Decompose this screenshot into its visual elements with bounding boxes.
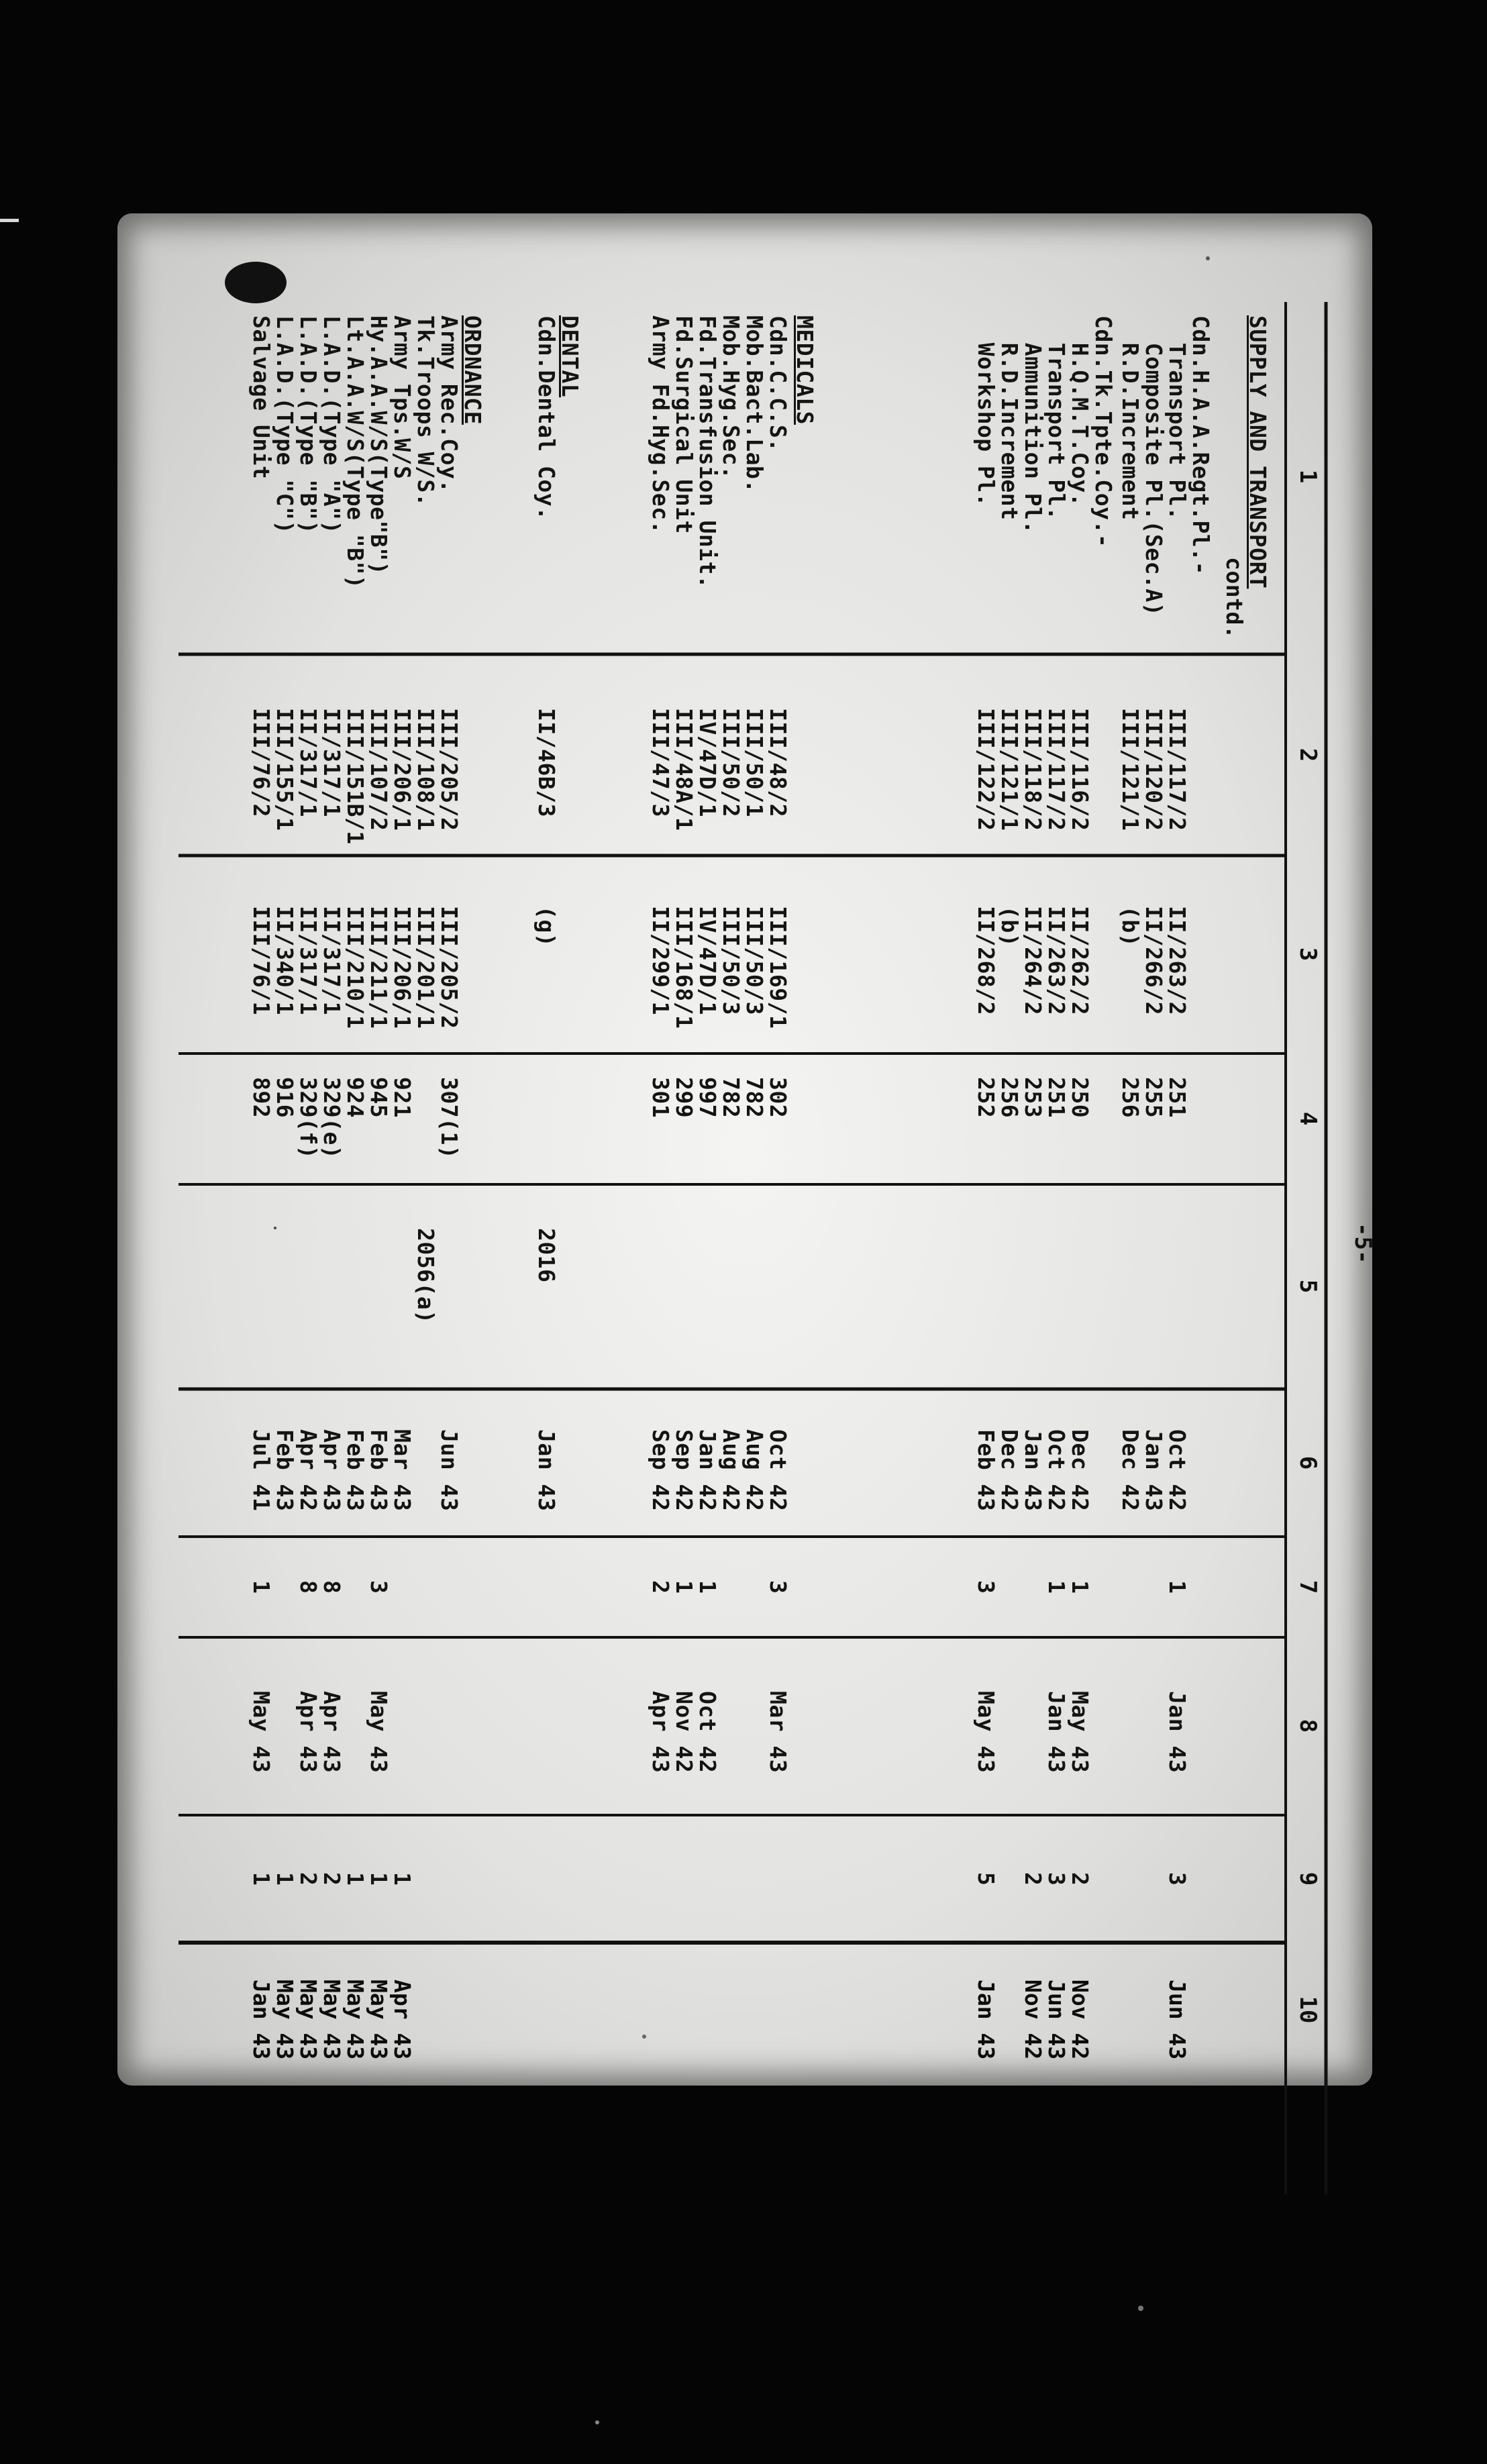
col-3-cell: (b): [996, 906, 1023, 947]
col-header-10: 10: [1294, 1996, 1321, 2024]
col-6-cell: Jul 41: [248, 1429, 274, 1512]
col-header-5: 5: [1294, 1279, 1321, 1294]
col-3-cell: II/317/1: [295, 906, 321, 1015]
unit-name-cell: Ammunition Pl.: [1020, 315, 1046, 534]
col-8-cell: May 43: [1067, 1691, 1093, 1774]
col-3-cell: III/50/3: [741, 906, 768, 1015]
col-2-cell: III/121/1: [1117, 708, 1143, 831]
col-4-cell: 256: [996, 1077, 1023, 1119]
col-10-cell: May 43: [366, 1980, 392, 2060]
col-2-cell: II/46B/3: [533, 708, 560, 817]
col-3-cell: (g): [533, 906, 560, 947]
col-2-cell: III/118/2: [1020, 708, 1046, 831]
col-10-cell: Nov 42: [1067, 1980, 1093, 2060]
unit-name-cell: Transport Pl.: [1043, 315, 1070, 521]
col-4-cell: 916: [272, 1077, 298, 1119]
col-2-cell: III/205/2: [436, 708, 462, 831]
page-number: -5-: [1349, 1223, 1376, 1264]
col-7-cell: 1: [695, 1580, 721, 1594]
col-4-cell: 329(f): [295, 1077, 321, 1160]
col-3-cell: II/263/2: [1043, 906, 1070, 1015]
unit-name-cell: Mob.Hyg.Sec.: [718, 315, 744, 480]
col-6-cell: Jan 43: [1020, 1429, 1046, 1512]
col-header-8: 8: [1294, 1718, 1321, 1733]
col-3-cell: II/340/1: [272, 906, 298, 1015]
col-9-cell: 1: [342, 1872, 368, 1886]
col-4-cell: 302: [765, 1077, 791, 1119]
col-8-cell: Apr 43: [319, 1691, 345, 1774]
col-4-cell: 251: [1043, 1077, 1070, 1119]
col-4-cell: 299: [671, 1077, 697, 1119]
col-4-cell: 329(e): [319, 1077, 345, 1160]
col-7-cell: 3: [366, 1580, 392, 1594]
col-8-cell: May 43: [973, 1691, 999, 1774]
col-2-cell: III/107/2: [366, 708, 392, 831]
col-8-cell: Mar 43: [765, 1691, 791, 1774]
col-3-cell: III/205/2: [436, 906, 462, 1029]
col-6-cell: Dec 42: [1067, 1429, 1093, 1512]
col-3-cell: II/266/2: [1141, 906, 1167, 1015]
col-6-cell: Feb 43: [342, 1429, 368, 1512]
col-8-cell: Nov 42: [671, 1691, 697, 1774]
col-3-cell: II/299/1: [648, 906, 674, 1015]
col-3-cell: (b): [1117, 906, 1143, 947]
col-6-cell: Aug 42: [741, 1429, 768, 1512]
col-6-cell: Jun 43: [436, 1429, 462, 1512]
col-6-cell: Oct 42: [1164, 1429, 1190, 1512]
col-4-cell: 945: [366, 1077, 392, 1119]
col-header-6: 6: [1294, 1455, 1321, 1470]
col-header-3: 3: [1294, 947, 1321, 962]
col-3-cell: II/264/2: [1020, 906, 1046, 1015]
col-10-cell: Jun 43: [1043, 1980, 1070, 2060]
unit-name-cell: Hy.A.A.W/S(Type"B"): [366, 315, 392, 575]
unit-name-cell: Army Fd.Hyg.Sec.: [648, 315, 674, 534]
col-9-cell: 3: [1164, 1872, 1190, 1886]
col-6-cell: Dec 42: [1117, 1429, 1143, 1512]
col-4-cell: 253: [1020, 1077, 1046, 1119]
col-7-cell: 2: [648, 1580, 674, 1594]
col-9-cell: 2: [319, 1872, 345, 1886]
unit-name-cell: Composite Pl.(Sec.A): [1141, 315, 1167, 617]
col-10-cell: Apr 43: [389, 1980, 415, 2060]
section-heading-medicals: MEDICALS: [792, 315, 818, 425]
section-heading-ordnance: ORDNANCE: [460, 315, 486, 425]
unit-name-cell: Cdn.H.A.A.Regt.Pl.-: [1188, 315, 1214, 575]
col-7-cell: 8: [295, 1580, 321, 1594]
col-4-cell: 307(1): [436, 1077, 462, 1160]
col-2-cell: III/117/2: [1164, 708, 1190, 831]
col-5-cell: 2056(a): [413, 1228, 439, 1324]
col-6-cell: Feb 43: [366, 1429, 392, 1512]
col-4-cell: 782: [741, 1077, 768, 1119]
col-3-cell: III/168/1: [671, 906, 697, 1029]
col-7-cell: 3: [765, 1580, 791, 1594]
col-3-cell: III/210/1: [342, 906, 368, 1029]
col-4-cell: 251: [1164, 1077, 1190, 1119]
col-8-cell: Apr 43: [295, 1691, 321, 1774]
unit-name-cell: Cdn.C.C.S.: [765, 315, 791, 452]
col-7-cell: 1: [1067, 1580, 1093, 1594]
col-2-cell: III/48A/1: [671, 708, 697, 831]
speck: [1206, 256, 1210, 260]
unit-name-cell: Salvage Unit: [248, 315, 274, 480]
col-9-cell: 3: [1043, 1872, 1070, 1886]
unit-name-cell: L.A.D.(Type "B"): [295, 315, 321, 534]
col-10-cell: May 43: [342, 1980, 368, 2060]
unit-name-cell: H.Q.M.T.Coy.: [1067, 315, 1093, 507]
col-header-2: 2: [1294, 748, 1321, 762]
col-3-cell: III/76/1: [248, 906, 274, 1015]
unit-name-cell: L.A.D.(Type "C"): [272, 315, 298, 534]
col-4-cell: 921: [389, 1077, 415, 1119]
section-heading-contd: contd.: [1221, 557, 1247, 639]
col-7-cell: 1: [1043, 1580, 1070, 1594]
col-2-cell: III/121/1: [996, 708, 1023, 831]
unit-name-cell: Fd.Surgical Unit: [671, 315, 697, 534]
col-7-cell: 1: [671, 1580, 697, 1594]
col-6-cell: Sep 42: [648, 1429, 674, 1512]
col-header-4: 4: [1294, 1111, 1321, 1126]
col-2-cell: III/47/3: [648, 708, 674, 817]
col-header-7: 7: [1294, 1580, 1321, 1594]
col-2-cell: III/76/2: [248, 708, 274, 817]
unit-name-cell: L.A.D.(Type "A"): [319, 315, 345, 534]
col-6-cell: Feb 43: [973, 1429, 999, 1512]
col-9-cell: 1: [248, 1872, 274, 1886]
col-7-cell: 3: [973, 1580, 999, 1594]
col-4-cell: 301: [648, 1077, 674, 1119]
col-3-cell: III/211/1: [366, 906, 392, 1029]
unit-name-cell: Lt.A.A.W/S(Type "B"): [342, 315, 368, 589]
col-2-cell: III/117/2: [1043, 708, 1070, 831]
unit-name-cell: Workshop Pl.: [973, 315, 999, 507]
col-10-cell: Nov 42: [1020, 1980, 1046, 2060]
speck: [595, 2420, 599, 2424]
unit-name-cell: Tk.Troops W/S.: [413, 315, 439, 507]
section-heading-dental: DENTAL: [557, 315, 583, 398]
speck: [642, 2035, 646, 2039]
col-6-cell: Jan 43: [1141, 1429, 1167, 1512]
col-8-cell: Apr 43: [648, 1691, 674, 1774]
col-3-cell: III/206/1: [389, 906, 415, 1029]
col-9-cell: 2: [295, 1872, 321, 1886]
speck: [274, 1227, 276, 1229]
col-6-cell: Sep 42: [671, 1429, 697, 1512]
col-6-cell: Feb 43: [272, 1429, 298, 1512]
col-9-cell: 1: [366, 1872, 392, 1886]
col-2-cell: III/120/2: [1141, 708, 1167, 831]
col-4-cell: 256: [1117, 1077, 1143, 1119]
col-6-cell: Apr 42: [295, 1429, 321, 1512]
unit-name-cell: Mob.Bact.Lab.: [741, 315, 768, 493]
col-6-cell: Oct 42: [1043, 1429, 1070, 1512]
unit-name-cell: Army Rec.Coy.: [436, 315, 462, 493]
col-4-cell: 252: [973, 1077, 999, 1119]
col-header-9: 9: [1294, 1871, 1321, 1886]
unit-name-cell: Fd.Transfusion Unit.: [695, 315, 721, 589]
col-6-cell: Dec 42: [996, 1429, 1023, 1512]
col-2-cell: III/48/2: [765, 708, 791, 817]
unit-name-cell: Cdn.Tk.Tpte.Coy.-: [1090, 315, 1117, 548]
col-2-cell: III/155/1: [272, 708, 298, 831]
speck: [1138, 2306, 1143, 2311]
col-4-cell: 782: [718, 1077, 744, 1119]
col-5-cell: 2016: [533, 1228, 560, 1283]
unit-name-cell: R.D.Increment: [1117, 315, 1143, 521]
col-9-cell: 1: [272, 1872, 298, 1886]
col-2-cell: III/151B/1: [342, 708, 368, 845]
col-2-cell: III/116/2: [1067, 708, 1093, 831]
col-9-cell: 2: [1020, 1872, 1046, 1886]
col-3-cell: II/262/2: [1067, 906, 1093, 1015]
col-6-cell: Jan 42: [695, 1429, 721, 1512]
col-8-cell: May 43: [248, 1691, 274, 1774]
col-10-cell: Jan 43: [248, 1980, 274, 2060]
col-2-cell: III/50/1: [741, 708, 768, 817]
col-10-cell: May 43: [295, 1980, 321, 2060]
col-10-cell: Jan 43: [973, 1980, 999, 2060]
col-2-cell: III/122/2: [973, 708, 999, 831]
col-8-cell: May 43: [366, 1691, 392, 1774]
col-3-cell: II/317/1: [319, 906, 345, 1015]
col-3-cell: IV/47D/1: [695, 906, 721, 1015]
col-4-cell: 924: [342, 1077, 368, 1119]
col-8-cell: Oct 42: [695, 1691, 721, 1774]
col-3-cell: III/50/3: [718, 906, 744, 1015]
col-4-cell: 892: [248, 1077, 274, 1119]
col-3-cell: III/201/1: [413, 906, 439, 1029]
unit-name-cell: Transport Pl.: [1164, 315, 1190, 521]
col-10-cell: May 43: [272, 1980, 298, 2060]
section-heading-supply: SUPPLY AND TRANSPORT: [1245, 315, 1271, 589]
col-10-cell: Jun 43: [1164, 1980, 1190, 2060]
col-2-cell: II/317/1: [295, 708, 321, 817]
col-6-cell: Mar 43: [389, 1429, 415, 1512]
col-2-cell: II/317/1: [319, 708, 345, 817]
col-2-cell: III/206/1: [389, 708, 415, 831]
unit-name-cell: R.D.Increment: [996, 315, 1023, 521]
col-3-cell: II/268/2: [973, 906, 999, 1015]
col-4-cell: 997: [695, 1077, 721, 1119]
col-6-cell: Oct 42: [765, 1429, 791, 1512]
col-9-cell: 1: [389, 1872, 415, 1886]
col-3-cell: II/263/2: [1164, 906, 1190, 1015]
col-8-cell: Jan 43: [1164, 1691, 1190, 1774]
col-8-cell: Jan 43: [1043, 1691, 1070, 1774]
col-7-cell: 8: [319, 1580, 345, 1594]
col-6-cell: Jan 43: [533, 1429, 560, 1512]
col-header-1: 1: [1294, 469, 1321, 484]
col-7-cell: 1: [1164, 1580, 1190, 1594]
col-10-cell: May 43: [319, 1980, 345, 2060]
col-2-cell: III/108/1: [413, 708, 439, 831]
col-6-cell: Apr 43: [319, 1429, 345, 1512]
col-2-cell: III/50/2: [718, 708, 744, 817]
col-7-cell: 1: [248, 1580, 274, 1594]
col-4-cell: 250: [1067, 1077, 1093, 1119]
col-9-cell: 2: [1067, 1872, 1093, 1886]
unit-name-cell: Army Tps.W/S: [389, 315, 415, 480]
unit-name-cell: Cdn.Dental Coy.: [533, 315, 560, 521]
col-6-cell: Aug 42: [718, 1429, 744, 1512]
col-4-cell: 255: [1141, 1077, 1167, 1119]
col-3-cell: III/169/1: [765, 906, 791, 1029]
col-2-cell: IV/47D/1: [695, 708, 721, 817]
col-9-cell: 5: [973, 1872, 999, 1886]
